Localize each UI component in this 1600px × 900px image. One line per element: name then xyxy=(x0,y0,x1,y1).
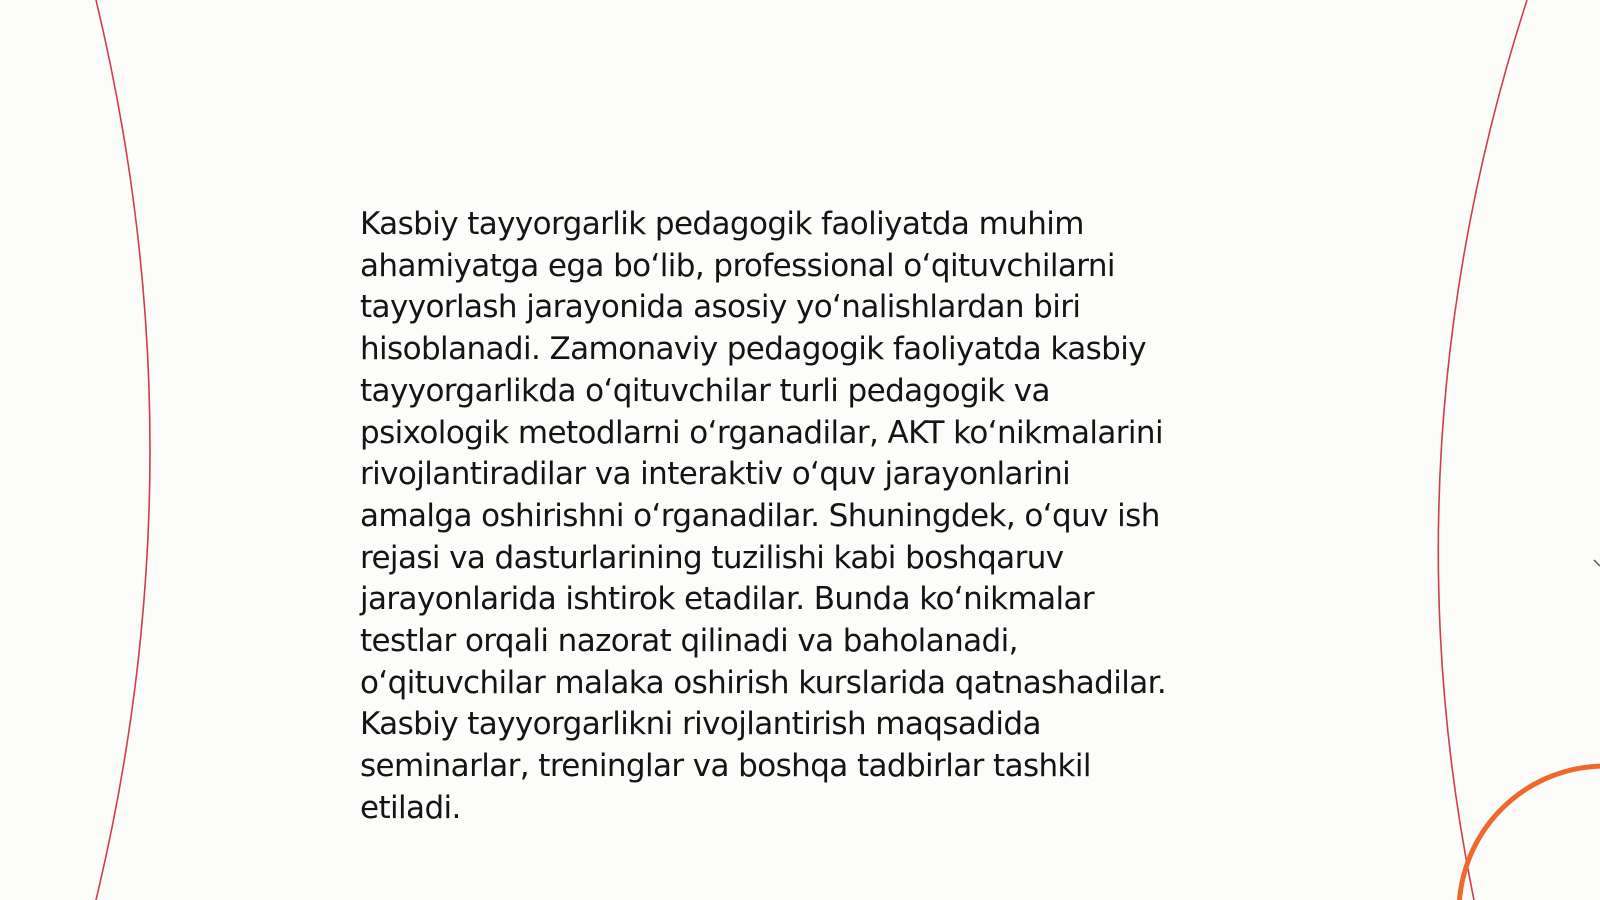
body-text: Kasbiy tayyorgarlik pedagogik faoliyatda muhim ahamiyatga ega bo‘lib, professional o‘qituvchilarni tayyorlash jarayonida asosiy yo‘nalishlardan biri hisoblanadi. Zamonaviy pedagogik faoliyatda kasbiy tayyorgarlikda o‘qituvchilar turli pedagogik va psixologik metodlarni o‘rganadilar, AKT ko‘nikmalarini rivojlantiradilar va interaktiv o‘quv jarayonlarini amalga oshirishni o‘rganadilar. Shuningdek, o‘quv ish rejasi va dasturlarining tuzilishi kabi boshqaruv jarayonlarida ishtirok etadilar. Bunda ko‘nikmalar testlar orqali nazorat qilinadi va baholanadi, o‘qituvchilar malaka oshirish kurslarida qatnashadilar. Kasbiy tayyorgarlikni rivojlantirish maqsadida seminarlar, treninglar va boshqa tadbirlar tashkil etiladi. xyxy=(360,206,1167,826)
right-curve-line xyxy=(1438,0,1527,900)
small-tick-mark xyxy=(1594,560,1600,566)
orange-circle-outline xyxy=(1459,766,1600,900)
left-curve-line xyxy=(96,0,150,900)
